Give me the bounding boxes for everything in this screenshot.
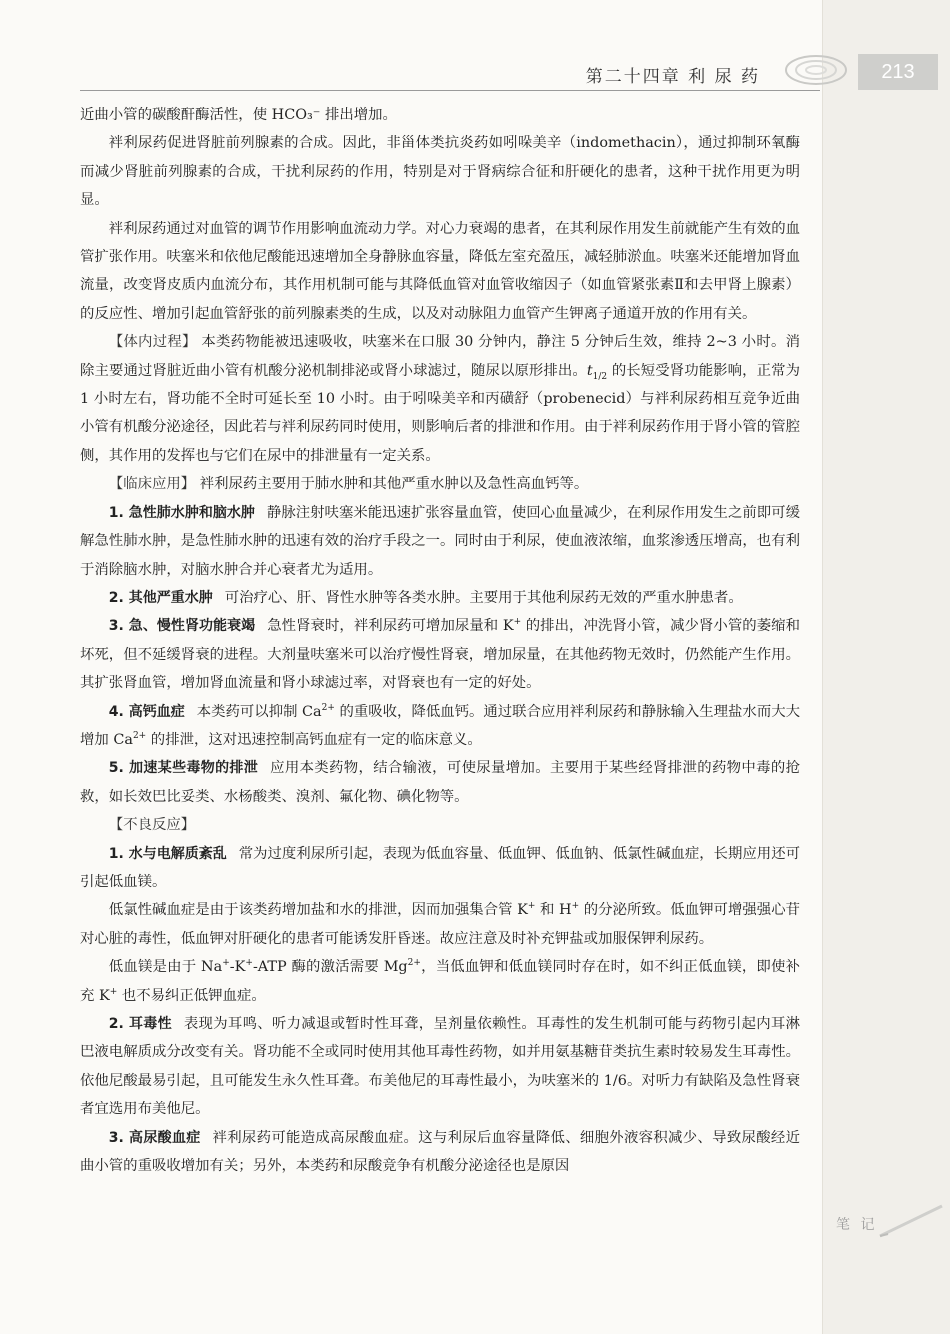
item-text: 静脉注射呋塞米能迅速扩张容量血管，使回心血量减少，在利尿作用发生之前即可缓解急性肺水肿，是急性肺水肿的迅速有效的治疗手段之一。同时由于利尿，使血液浓缩，血浆渗透压增高，也有利于消除脑水肿，对脑水肿合并心衰者尤为适用。 — [80, 504, 800, 578]
swirl-ornament-icon — [780, 48, 852, 92]
paragraph-text: -K — [229, 959, 246, 976]
item-text: 本类药可以抑制 Ca — [196, 703, 322, 720]
paragraph-text: 的分泌所致。低血钾可增强强心苷对心脏的毒性，低血钾对肝硬化的患者可能诱发肝昏迷。故应注意及时补充钾盐或加服保钾利尿药。 — [80, 902, 801, 947]
item-text: 的排出，冲洗肾小管，减少肾小管的萎缩和坏死，但不延缓肾衰的进程。大剂量呋塞米可以治疗慢性肾衰，增加尿量，在其他药物无效时，仍然能产生作用。其扩张肾血管，增加肾血流量和肾小球滤过率，对肾衰也有一定的好处。 — [80, 618, 801, 692]
item-text: 表现为耳鸣、听力减退或暂时性耳聋，呈剂量依赖性。耳毒性的发生机制可能与药物引起内耳淋巴液电解质成分改变有关。肾功能不全或同时使用其他耳毒性药物，如并用氨基糖苷类抗生素时较易发生耳毒性。依他尼酸最易引起，且可能发生永久性耳聋。布美他尼的耳毒性最小，为呋塞米的 1/6。对听力有缺陷及急性肾衰者宜选用布美他尼。 — [80, 1016, 800, 1118]
clinical-item — [80, 698, 800, 755]
paragraph-text: 的长短受肾功能影响，正常为 1 小时左右，肾功能不全时可延长至 10 小时。由于吲哚美辛和丙磺舒（probenecid）与袢利尿药相互竞争近曲小管有机酸分泌途径，因此若与袢利尿药同时使用，则影响后者的排泄和作用。由于袢利尿药作用于肾小管的管腔侧，其作用的发挥也与它们在尿中的排泄量有一定关系。 — [80, 362, 800, 464]
paragraph-text: 本类药物能被迅速吸收，呋塞米在口服 30 分钟内，静注 5 分钟后生效，维持 2~3 小时。消除主要通过肾脏近曲小管有机酸分泌机制排泌或肾小球滤过，随尿以原形排出。 — [80, 334, 800, 379]
item-text: 的重吸收，降低血钙。通过联合应用袢利尿药和静脉输入生理盐水而大大增加 Ca — [80, 703, 800, 748]
superscript: + — [245, 958, 253, 969]
notes-margin — [822, 0, 950, 1334]
clinical-item — [80, 754, 800, 811]
section-label-pharmacokinetics: 【体内过程】 — [108, 334, 197, 351]
item-heading: 3. 高尿酸血症 — [108, 1129, 201, 1146]
notes-label: 笔 记 — [836, 1217, 878, 1233]
adverse-item — [80, 1124, 800, 1181]
pharmacokinetics-paragraph — [80, 328, 800, 470]
section-label-adverse: 【不良反应】 — [108, 817, 196, 834]
clinical-item — [80, 612, 800, 697]
section-label-clinical-use: 【临床应用】 — [108, 476, 196, 493]
clinical-use-paragraph — [80, 470, 800, 498]
paragraph-text: 低血镁是由于 Na — [108, 959, 223, 976]
clinical-item — [80, 499, 800, 584]
superscript: + — [222, 958, 230, 969]
superscript: 2+ — [321, 702, 335, 713]
superscript: + — [571, 901, 580, 912]
item-text: 常为过度利尿所引起，表现为低血容量、低血钾、低血钠、低氯性碱血症，长期应用还可引起低血镁。 — [80, 845, 800, 890]
item-heading: 1. 急性肺水肿和脑水肿 — [108, 504, 255, 521]
header-divider — [80, 90, 820, 91]
page-body — [80, 101, 800, 1180]
item-heading: 1. 水与电解质紊乱 — [108, 845, 227, 862]
paragraph: 近曲小管的碳酸酐酶活性，使 HCO₃⁻ 排出增加。 — [80, 107, 397, 123]
item-text: 的排泄，这对迅速控制高钙血症有一定的临床意义。 — [146, 731, 482, 748]
paragraph-text: -ATP 酶的激活需要 Mg — [252, 959, 408, 976]
chapter-title: 第二十四章 利 尿 药 — [585, 67, 760, 87]
item-text: 应用本类药物，结合输液，可使尿量增加。主要用于某些经肾排泄的药物中毒的抢救，如长效巴比妥类、水杨酸类、溴剂、氟化物、碘化物等。 — [80, 760, 800, 805]
item-text: 袢利尿药可能造成高尿酸血症。这与利尿后血容量降低、细胞外液容积减少、导致尿酸经近曲小管的重吸收增加有关；另外，本类药和尿酸竞争有机酸分泌途径也是原因 — [80, 1129, 800, 1175]
superscript: 2+ — [407, 958, 421, 969]
item-heading: 3. 急、慢性肾功能衰竭 — [108, 618, 256, 635]
item-heading: 2. 其他严重水肿 — [108, 589, 213, 606]
half-life-symbol: t — [586, 362, 593, 379]
paragraph — [80, 953, 800, 1010]
superscript: + — [109, 986, 118, 997]
superscript: + — [527, 901, 536, 912]
paragraph-text: 和 H — [535, 902, 572, 919]
paragraph-text: 也不易纠正低钾血症。 — [117, 987, 266, 1004]
superscript: 2+ — [132, 731, 147, 742]
superscript: + — [513, 617, 522, 628]
paragraph-text: 低氯性碱血症是由于该类药增加盐和水的排泄，因而加强集合管 K — [108, 902, 528, 919]
half-life-subscript: 1/2 — [592, 371, 608, 382]
paragraph — [80, 896, 800, 953]
clinical-item — [80, 584, 800, 612]
page-number: 213 — [858, 54, 938, 90]
notes-margin-marker — [836, 1208, 946, 1244]
paragraph: 袢利尿药促进肾脏前列腺素的合成。因此，非甾体类抗炎药如吲哚美辛（indomethacin），通过抑制环氧酶而减少肾脏前列腺素的合成，干扰利尿药的作用，特别是对于肾病综合征和肝硬化的患者，这种干扰作用更为明显。 — [80, 135, 800, 209]
adverse-item — [80, 1010, 800, 1124]
paragraph-text: 袢利尿药主要用于肺水肿和其他严重水肿以及急性高血钙等。 — [199, 476, 589, 493]
item-heading: 2. 耳毒性 — [108, 1016, 172, 1032]
paragraph-text: ，当低血钾和低血镁同时存在时，如不纠正低血镁，即使补充 K — [80, 959, 800, 1004]
paragraph: 袢利尿药通过对血管的调节作用影响血流动力学。对心力衰竭的患者，在其利尿作用发生前就能产生有效的血管扩张作用。呋塞米和依他尼酸能迅速增加全身静脉血容量，降低左室充盈压，减轻肺淤血。呋塞米还能增加肾血流量，改变肾皮质内血流分布，其作用机制可能与其降低血管对血管收缩因子（如血管紧张素Ⅱ和去甲肾上腺素）的反应性、增加引起血管舒张的前列腺素类的生成，以及对动脉阻力血管产生钾离子通道开放的作用有关。 — [80, 220, 800, 322]
item-heading: 4. 高钙血症 — [108, 703, 185, 720]
adverse-reactions-heading — [80, 811, 800, 839]
pen-icon — [876, 1204, 946, 1240]
adverse-item — [80, 840, 800, 897]
item-heading: 5. 加速某些毒物的排泄 — [108, 760, 259, 777]
item-text: 可治疗心、肝、肾性水肿等各类水肿。主要用于其他利尿药无效的严重水肿患者。 — [224, 589, 743, 606]
item-text: 急性肾衰时，袢利尿药可增加尿量和 K — [267, 618, 514, 635]
